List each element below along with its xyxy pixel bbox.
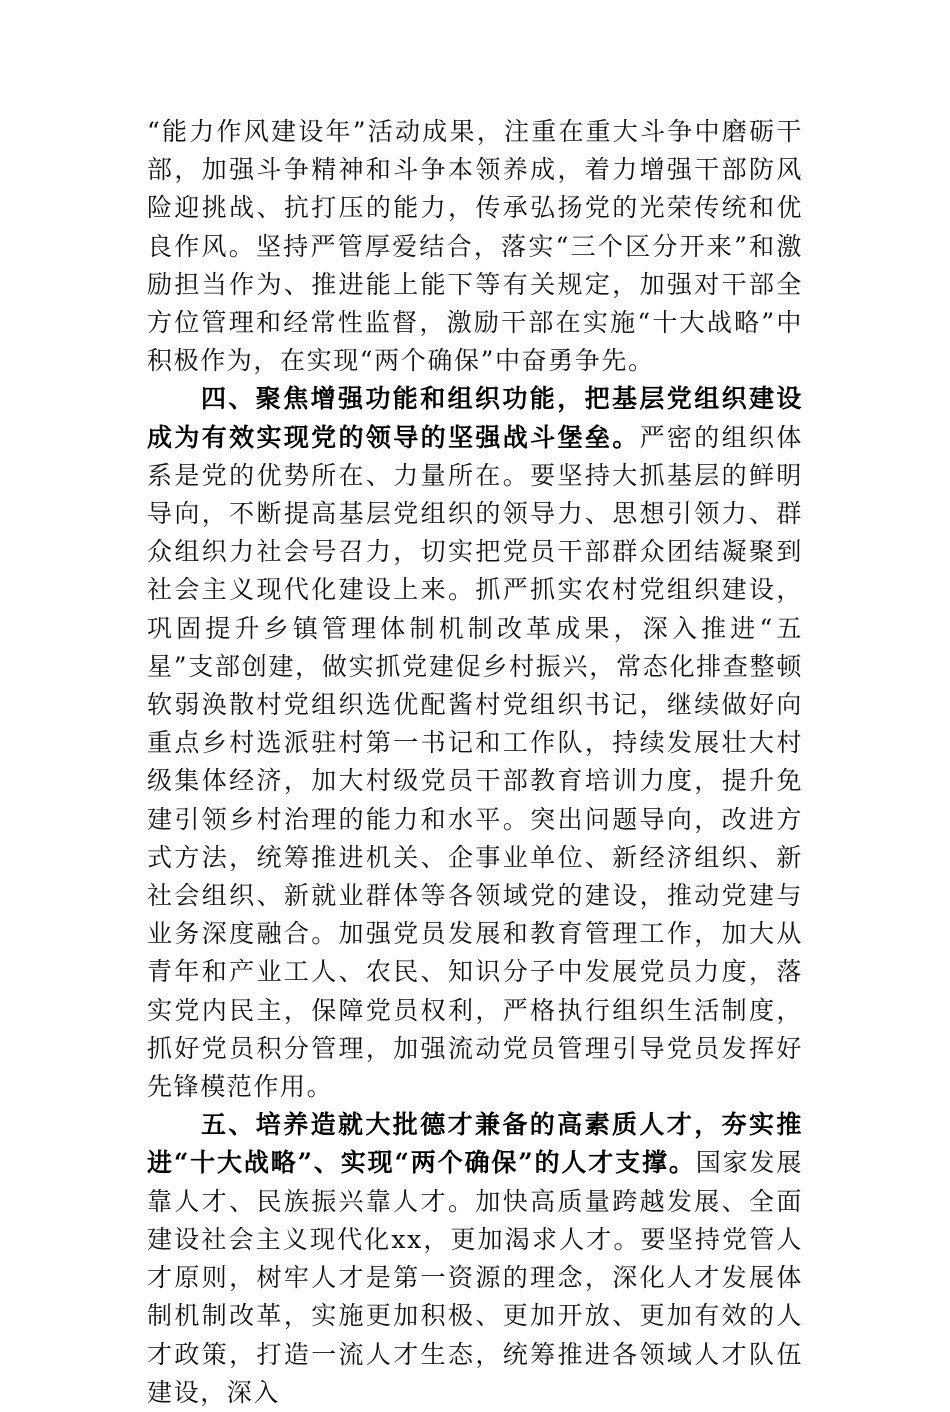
paragraph-section-five bbox=[147, 1106, 803, 1412]
section-heading-four: 四、聚焦增强功能和组织功能，把基层党组织建设成为有效实现党的领导的坚强战斗堡垒。 bbox=[147, 384, 803, 452]
paragraph-text: 国家发展靠人才、民族振兴靠人才。加快高质量跨越发展、全面建设社会主义现代化xx，更加渴求人才。要坚持党管人才原则，树牢人才是第一资源的理念，深化人才发展体制机制改革，实施更加积极、更加开放、更加有效的人才政策，打造一流人才生态，统筹推进各领域人才队伍建设，深入 bbox=[147, 1148, 803, 1407]
section-heading-five: 五、培养造就大批德才兼备的高素质人才，夯实推进“十大战略”、实现“两个确保”的人才支撑。 bbox=[147, 1110, 803, 1178]
paragraph-text: “能力作风建设年”活动成果，注重在重大斗争中磨砺干部，加强斗争精神和斗争本领养成，着力增强干部防风险迎挑战、抗打压的能力，传承弘扬党的光荣传统和优良作风。坚持严管厚爱结合，落实“三个区分开来”和激励担当作为、推进能上能下等有关规定，加强对干部全方位管理和经常性监督，激励干部在实施“十大战略”中积极作为，在实现“两个确保”中奋勇争先。 bbox=[147, 117, 803, 376]
paragraph-text: 严密的组织体系是党的优势所在、力量所在。要坚持大抓基层的鲜明导向，不断提高基层党组织的领导力、思想引领力、群众组织力社会号召力，切实把党员干部群众团结凝聚到社会主义现代化建设上来。抓严抓实农村党组织建设，巩固提升乡镇管理体制机制改革成果，深入推进“五星”支部创建，做实抓党建促乡村振兴，常态化排查整顿软弱涣散村党组织选优配酱村党组织书记，继续做好向重点乡村选派驻村第一书记和工作队，持续发展壮大村级集体经济，加大村级党员干部教育培训力度，提升免建引领乡村治理的能力和水平。突出问题导向，改进方式方法，统筹推进机关、企事业单位、新经济组织、新社会组织、新就业群体等各领域党的建设，推动党建与业务深度融合。加强党员发展和教育管理工作，加大从青年和产业工人、农民、知识分子中发展党员力度，落实党内民主，保障党员权利，严格执行组织生活制度，抓好党员积分管理，加强流动党员管理引导党员发挥好先锋模范作用。 bbox=[147, 422, 803, 1102]
document-body bbox=[147, 113, 803, 1412]
paragraph-continuation bbox=[147, 113, 803, 380]
paragraph-section-four bbox=[147, 380, 803, 1106]
